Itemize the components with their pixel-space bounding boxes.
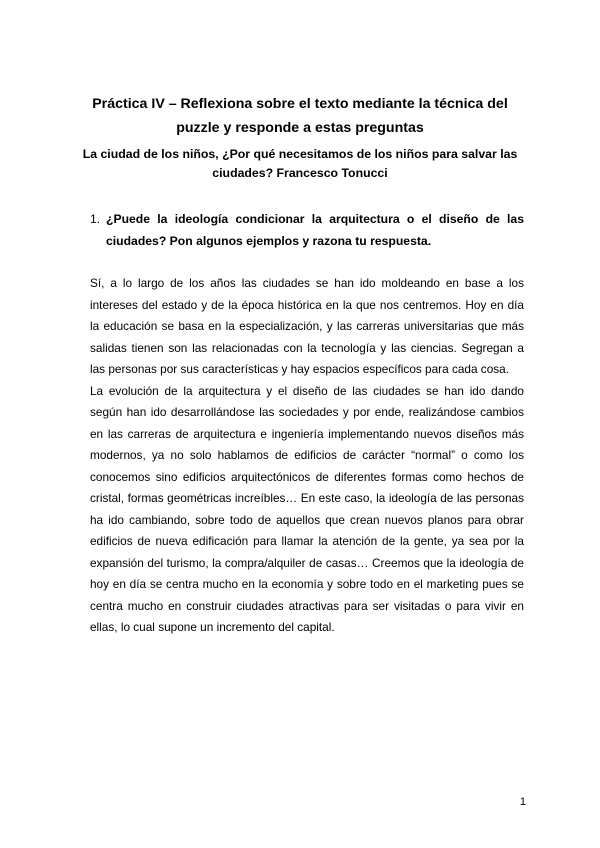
question-number: 1. [90,212,101,226]
answer-paragraph-1: Sí, a lo largo de los años las ciudades se han ido moldeando en base a los intereses del estado y de la época histórica en la que nos centremos. Hoy en día la educación se basa en la especialización, y las carreras universitarias que más salidas tienen son las relacionadas con la tecnología y las ciencias. Segregan a las personas por sus características y hay espacios específicos para cada cosa. [90,276,524,376]
question-1 [90,208,524,252]
document-subtitle: La ciudad de los niños, ¿Por qué necesitamos de los niños para salvar las ciudades? Francesco Tonucci [82,147,518,180]
answer-body [90,273,524,639]
question-text: ¿Puede la ideología condicionar la arquitectura o el diseño de las ciudades? Pon algunos ejemplos y razona tu respuesta. [106,212,524,248]
page-number: 1 [519,796,526,808]
document-title: Práctica IV – Reflexiona sobre el texto mediante la técnica del puzzle y responde a estas preguntas [92,96,508,136]
answer-paragraph-2: La evolución de la arquitectura y el diseño de las ciudades se han ido dando según han ido desarrollándose las sociedades y por ende, realizándose cambios en las carreras de arquitectura e ingeniería implementando nuevos diseños más modernos, ya no solo hablamos de edificios de carácter “normal” o como los conocemos sino edificios arquitectónicos de diferentes formas como hechos de cristal, formas geométricas increíbles… En este caso, la ideología de las personas ha ido cambiando, sobre todo de aquellos que crean nuevos planos para obrar edificios de nueva edificación para llamar la atención de la gente, ya sea por la expansión del turismo, la compra/alquiler de casas… Creemos que la ideología de hoy en día se centra mucho en la economía y sobre todo en el marketing pues se centra mucho en construir ciudades atractivas para ser visitadas o para vivir en ellas, lo cual supone un incremento del capital. [90,383,524,634]
